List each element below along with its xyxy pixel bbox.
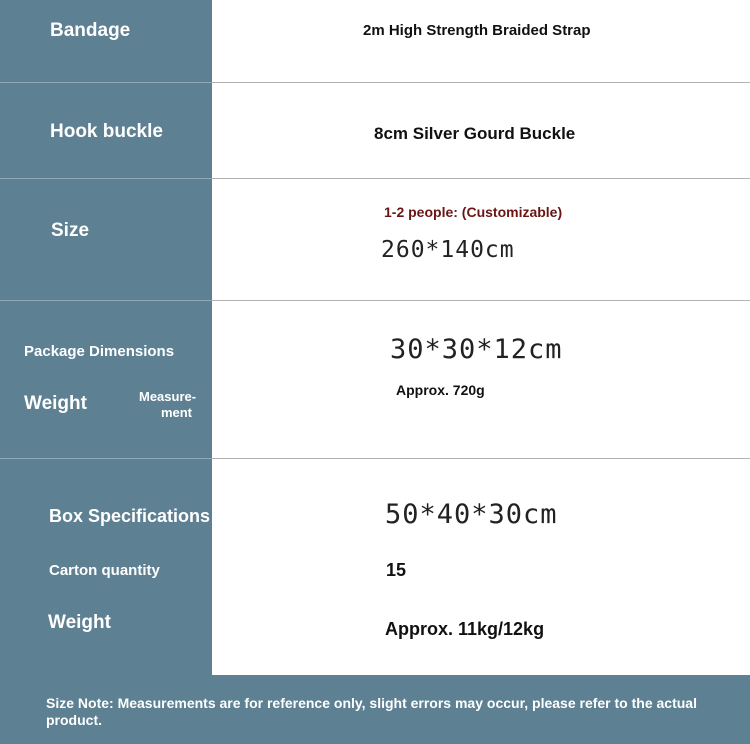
row-divider bbox=[0, 82, 212, 83]
measurement-label bbox=[139, 389, 197, 421]
box-weight-value: Approx. 11kg/12kg bbox=[385, 619, 545, 639]
package-dimensions-value: 30*30*12cm bbox=[390, 334, 563, 365]
box-spec-label: Box Specifications bbox=[49, 506, 211, 526]
carton-quantity-label: Carton quantity bbox=[49, 562, 160, 579]
hook-buckle-label: Hook buckle bbox=[50, 121, 163, 142]
row-divider bbox=[0, 458, 212, 459]
size-value: 260*140cm bbox=[381, 237, 515, 263]
measurement-label-line1: Measure- bbox=[139, 389, 197, 404]
carton-quantity-value: 15 bbox=[386, 560, 407, 580]
size-note: 1-2 people: (Customizable) bbox=[384, 204, 563, 220]
hook-buckle-value: 8cm Silver Gourd Buckle bbox=[374, 124, 576, 143]
row-divider bbox=[212, 300, 750, 301]
size-label: Size bbox=[51, 220, 90, 241]
box-weight-label: Weight bbox=[48, 612, 111, 633]
row-divider bbox=[0, 300, 212, 301]
row-divider bbox=[212, 458, 750, 459]
measurement-label-line2: ment bbox=[160, 405, 192, 420]
package-dimensions-label: Package Dimensions bbox=[24, 343, 175, 360]
package-weight-value: Approx. 720g bbox=[396, 382, 485, 398]
bandage-label: Bandage bbox=[50, 20, 131, 41]
bandage-value: 2m High Strength Braided Strap bbox=[363, 22, 591, 39]
row-divider bbox=[212, 82, 750, 83]
size-note-footer: Size Note: Measurements are for reference only, slight errors may occur, please refer to the actual product. bbox=[46, 695, 697, 728]
row-divider bbox=[212, 178, 750, 179]
package-weight-label: Weight bbox=[24, 393, 87, 414]
box-spec-value: 50*40*30cm bbox=[385, 499, 558, 530]
row-divider bbox=[0, 178, 212, 179]
